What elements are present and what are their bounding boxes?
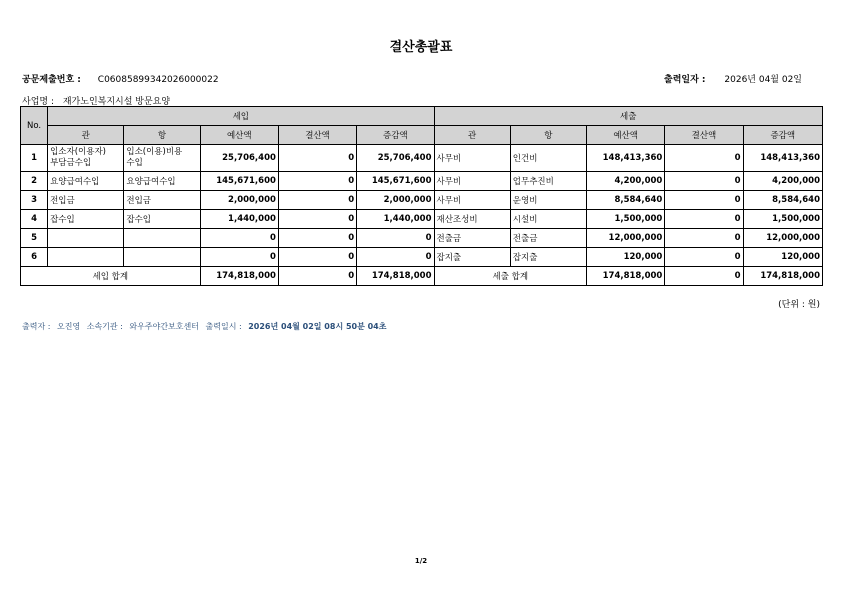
income-gwan: 요양급여수입 <box>48 172 124 191</box>
income-gwan: 입소자(이용자) 부담금수입 <box>48 145 124 172</box>
income-settle: 0 <box>278 145 356 172</box>
expense-budget: 148,413,360 <box>587 145 665 172</box>
expense-diff: 8,584,640 <box>743 191 822 210</box>
col-header: 증감액 <box>743 126 822 145</box>
income-total-budget: 174,818,000 <box>200 267 278 286</box>
expense-gwan: 전출금 <box>434 229 510 248</box>
col-header: 관 <box>434 126 510 145</box>
income-diff: 145,671,600 <box>357 172 434 191</box>
income-hang: 요양급여수입 <box>124 172 200 191</box>
income-diff: 25,706,400 <box>357 145 434 172</box>
income-gwan <box>48 229 124 248</box>
expense-diff: 12,000,000 <box>743 229 822 248</box>
income-total-diff: 174,818,000 <box>357 267 434 286</box>
print-date-label: 출력일자 : <box>664 75 706 85</box>
income-settle: 0 <box>278 229 356 248</box>
expense-total-diff: 174,818,000 <box>743 267 822 286</box>
income-gwan: 잡수입 <box>48 210 124 229</box>
doc-number-label: 공문제출번호 : <box>22 75 81 85</box>
doc-number <box>22 72 219 85</box>
row-number: 5 <box>21 229 48 248</box>
print-date <box>664 72 802 85</box>
income-diff: 0 <box>357 229 434 248</box>
col-header: 결산액 <box>278 126 356 145</box>
row-number: 1 <box>21 145 48 172</box>
income-total-settle: 0 <box>278 267 356 286</box>
income-hang: 전입금 <box>124 191 200 210</box>
income-diff: 0 <box>357 248 434 267</box>
no-header: No. <box>21 107 48 145</box>
expense-total-settle: 0 <box>665 267 743 286</box>
expense-settle: 0 <box>665 229 743 248</box>
unit-note: (단위 : 원) <box>778 300 820 310</box>
col-header: 결산액 <box>665 126 743 145</box>
expense-gwan: 사무비 <box>434 191 510 210</box>
col-header: 관 <box>48 126 124 145</box>
income-hang <box>124 248 200 267</box>
income-hang: 잡수입 <box>124 210 200 229</box>
expense-diff: 1,500,000 <box>743 210 822 229</box>
expense-settle: 0 <box>665 248 743 267</box>
expense-budget: 12,000,000 <box>587 229 665 248</box>
income-settle: 0 <box>278 172 356 191</box>
print-date-value: 2026년 04월 02일 <box>724 75 803 85</box>
income-hang: 입소(이용)비용 수입 <box>124 145 200 172</box>
expense-group-header: 세출 <box>434 107 823 126</box>
income-gwan <box>48 248 124 267</box>
expense-total-budget: 174,818,000 <box>587 267 665 286</box>
income-hang <box>124 229 200 248</box>
expense-budget: 120,000 <box>587 248 665 267</box>
expense-settle: 0 <box>665 210 743 229</box>
print-footer <box>22 321 390 332</box>
col-header: 항 <box>124 126 200 145</box>
expense-gwan: 잡지출 <box>434 248 510 267</box>
expense-budget: 8,584,640 <box>587 191 665 210</box>
col-header: 예산액 <box>200 126 278 145</box>
table-row <box>21 145 823 172</box>
expense-gwan: 재산조성비 <box>434 210 510 229</box>
income-settle: 0 <box>278 248 356 267</box>
income-total-label: 세입 합계 <box>21 267 201 286</box>
expense-gwan: 사무비 <box>434 145 510 172</box>
income-budget: 0 <box>200 248 278 267</box>
income-budget: 145,671,600 <box>200 172 278 191</box>
expense-total-label: 세출 합계 <box>434 267 587 286</box>
time-label: 출력일시 : <box>205 322 242 331</box>
expense-settle: 0 <box>665 191 743 210</box>
business-label: 사업명 : <box>22 97 54 107</box>
row-number: 4 <box>21 210 48 229</box>
income-gwan: 전입금 <box>48 191 124 210</box>
col-header: 증감액 <box>357 126 434 145</box>
page-number: 1/2 <box>414 557 428 565</box>
table-row <box>21 229 823 248</box>
printer-label: 출력자 : <box>22 322 51 331</box>
table-row <box>21 191 823 210</box>
col-header: 항 <box>510 126 586 145</box>
expense-hang: 시설비 <box>510 210 586 229</box>
expense-budget: 1,500,000 <box>587 210 665 229</box>
income-diff: 2,000,000 <box>357 191 434 210</box>
expense-budget: 4,200,000 <box>587 172 665 191</box>
income-settle: 0 <box>278 210 356 229</box>
settlement-table <box>20 106 823 286</box>
table-row <box>21 210 823 229</box>
income-group-header: 세입 <box>48 107 434 126</box>
expense-hang: 전출금 <box>510 229 586 248</box>
col-header: 예산액 <box>587 126 665 145</box>
table-row <box>21 172 823 191</box>
business-value: 재가노인복지시설 방문요양 <box>62 97 171 107</box>
expense-gwan: 사무비 <box>434 172 510 191</box>
table-row <box>21 248 823 267</box>
row-number: 2 <box>21 172 48 191</box>
income-budget: 2,000,000 <box>200 191 278 210</box>
income-budget: 1,440,000 <box>200 210 278 229</box>
expense-hang: 운영비 <box>510 191 586 210</box>
doc-number-value: C06085899342026000022 <box>97 75 219 85</box>
income-budget: 0 <box>200 229 278 248</box>
expense-settle: 0 <box>665 145 743 172</box>
org-label: 소속기관 : <box>86 322 123 331</box>
expense-hang: 잡지출 <box>510 248 586 267</box>
printer-value: 오진영 <box>56 322 81 331</box>
row-number: 6 <box>21 248 48 267</box>
income-budget: 25,706,400 <box>200 145 278 172</box>
document-title: 결산총괄표 <box>389 40 453 55</box>
expense-hang: 업무추진비 <box>510 172 586 191</box>
expense-hang: 인건비 <box>510 145 586 172</box>
row-number: 3 <box>21 191 48 210</box>
time-value: 2026년 04월 02일 08시 50분 04초 <box>248 322 387 331</box>
income-diff: 1,440,000 <box>357 210 434 229</box>
expense-settle: 0 <box>665 172 743 191</box>
expense-diff: 148,413,360 <box>743 145 822 172</box>
income-settle: 0 <box>278 191 356 210</box>
expense-diff: 4,200,000 <box>743 172 822 191</box>
org-value: 와우주야간보호센터 <box>129 322 199 331</box>
expense-diff: 120,000 <box>743 248 822 267</box>
